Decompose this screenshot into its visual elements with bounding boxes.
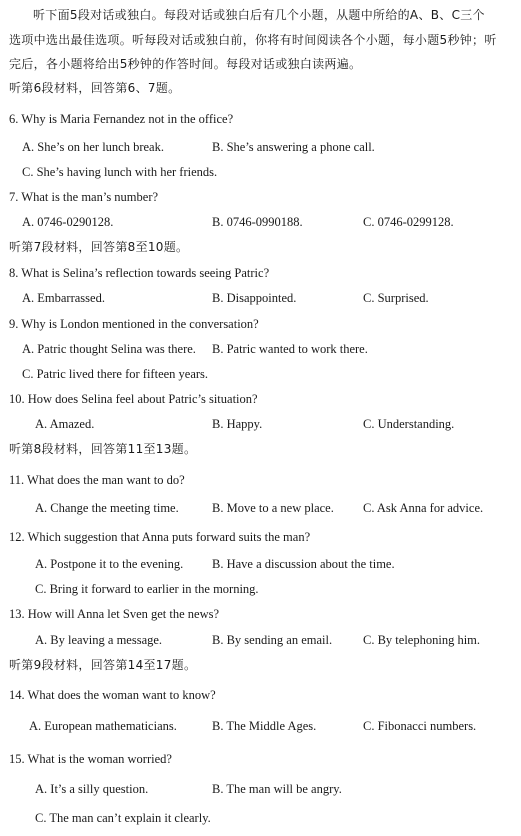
q13-option-a: A. By leaving a message.	[35, 633, 163, 647]
q14-option-b: B. The Middle Ages.	[212, 719, 317, 733]
section-heading-6: 听第6段材料，回答第6、7题。	[9, 81, 181, 95]
q12-option-c: C. Bring it forward to earlier in the morning.	[35, 582, 259, 596]
q12-option-a: A. Postpone it to the evening.	[35, 557, 184, 571]
question-7: 7. What is the man’s number?	[9, 190, 159, 204]
q6-option-a: A. She’s on her lunch break.	[22, 140, 164, 154]
question-8: 8. What is Selina’s reflection towards seeing Patric?	[9, 266, 270, 280]
question-9: 9. Why is London mentioned in the conversation?	[9, 317, 259, 331]
q13-option-c: C. By telephoning him.	[363, 633, 481, 647]
question-6: 6. Why is Maria Fernandez not in the office?	[9, 112, 234, 126]
q15-option-b: B. The man will be angry.	[212, 782, 342, 796]
section-heading-7: 听第7段材料，回答第8至10题。	[9, 240, 189, 254]
q7-option-b: B. 0746-0990188.	[212, 215, 303, 229]
q15-option-a: A. It’s a silly question.	[35, 782, 149, 796]
q11-option-a: A. Change the meeting time.	[35, 501, 179, 515]
q12-option-b: B. Have a discussion about the time.	[212, 557, 395, 571]
q15-option-c: C. The man can’t explain it clearly.	[35, 811, 211, 825]
section-heading-8: 听第8段材料，回答第11至13题。	[9, 442, 197, 456]
q11-option-b: B. Move to a new place.	[212, 501, 334, 515]
q10-option-b: B. Happy.	[212, 417, 263, 431]
q7-option-a: A. 0746-0290128.	[22, 215, 114, 229]
question-12: 12. Which suggestion that Anna puts forward suits the man?	[9, 530, 311, 544]
question-15: 15. What is the woman worried?	[9, 752, 172, 766]
instruction-line-3: 完后，各小题将给出5秒钟的作答时间。每段对话或独白读两遍。	[9, 57, 362, 71]
q9-option-a: A. Patric thought Selina was there.	[22, 342, 196, 356]
q6-option-b: B. She’s answering a phone call.	[212, 140, 375, 154]
instruction-line-1: 听下面5段对话或独白。每段对话或独白后有几个小题，从题中所给的A、B、C三个	[33, 8, 485, 22]
q13-option-b: B. By sending an email.	[212, 633, 333, 647]
q9-option-c: C. Patric lived there for fifteen years.	[22, 367, 209, 381]
q10-option-c: C. Understanding.	[363, 417, 455, 431]
question-14: 14. What does the woman want to know?	[9, 688, 216, 702]
q8-option-a: A. Embarrassed.	[22, 291, 105, 305]
q14-option-c: C. Fibonacci numbers.	[363, 719, 477, 733]
question-11: 11. What does the man want to do?	[9, 473, 185, 487]
question-10: 10. How does Selina feel about Patric’s situation?	[9, 392, 258, 406]
q14-option-a: A. European mathematicians.	[29, 719, 177, 733]
instruction-line-2: 选项中选出最佳选项。听每段对话或独白前，你将有时间阅读各个小题，每小题5秒钟；听	[9, 33, 497, 47]
q7-option-c: C. 0746-0299128.	[363, 215, 454, 229]
q8-option-c: C. Surprised.	[363, 291, 429, 305]
question-13: 13. How will Anna let Sven get the news?	[9, 607, 220, 621]
q8-option-b: B. Disappointed.	[212, 291, 297, 305]
q10-option-a: A. Amazed.	[35, 417, 95, 431]
q11-option-c: C. Ask Anna for advice.	[363, 501, 484, 515]
section-heading-9: 听第9段材料，回答第14至17题。	[9, 658, 197, 672]
q9-option-b: B. Patric wanted to work there.	[212, 342, 368, 356]
q6-option-c: C. She’s having lunch with her friends.	[22, 165, 218, 179]
